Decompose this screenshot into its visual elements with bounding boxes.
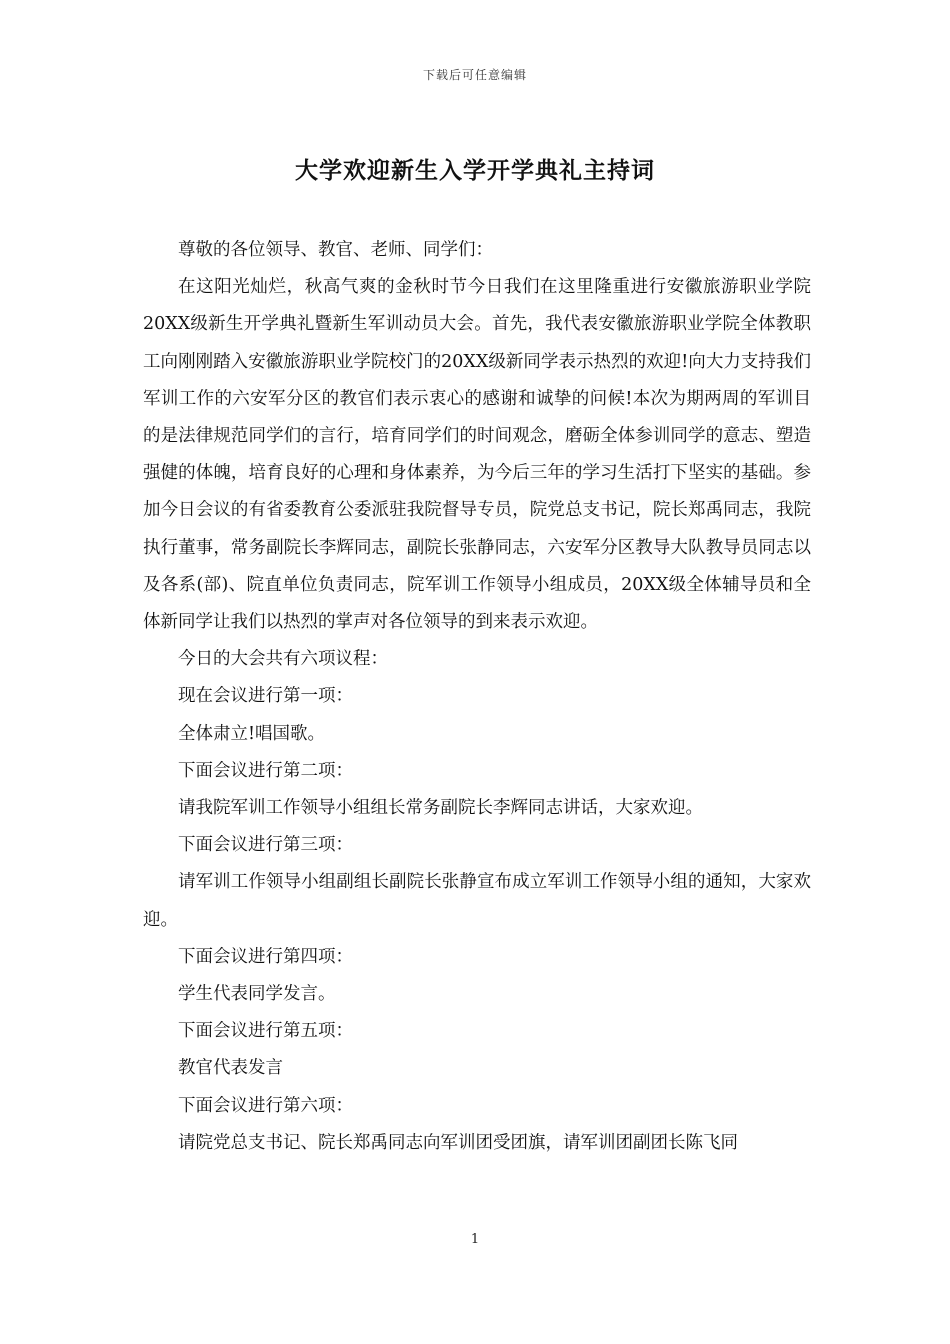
paragraph-opening: 在这阳光灿烂，秋高气爽的金秋时节今日我们在这里隆重进行安徽旅游职业学院20XX级新生开学典礼暨新生军训动员大会。首先，我代表安徽旅游职业学院全体教职工向刚刚踏入安徽旅游职业学院校门的20XX级新同学表示热烈的欢迎!向大力支持我们军训工作的六安军分区的教官们表示衷心的感谢和诚挚的问候!本次为期两周的军训目的是法律规范同学们的言行，培育同学们的时间观念，磨砺全体参训同学的意志、塑造强健的体魄，培育良好的心理和身体素养，为今后三年的学习生活打下坚实的基础。参加今日会议的有省委教育公委派驻我院督导专员，院党总支书记，院长郑禹同志，我院执行董事，常务副院长李辉同志，副院长张静同志，六安军分区教导大队教导员同志以及各系(部)、院直单位负责同志，院军训工作领导小组成员，20XX级全体辅导员和全体新同学让我们以热烈的掌声对各位领导的到来表示欢迎。 [143, 277, 811, 633]
paragraph-item-3-heading: 下面会议进行第三项： [178, 835, 353, 856]
paragraph-item-6-content: 请院党总支书记、院长郑禹同志向军训团受团旗，请军训团副团长陈飞同 [178, 1132, 738, 1153]
document-title: 大学欢迎新生入学开学典礼主持词 [295, 158, 655, 184]
paragraph-item-5-heading: 下面会议进行第五项： [178, 1021, 353, 1042]
paragraph-item-4-content: 学生代表同学发言。 [178, 984, 336, 1005]
page-number: 1 [470, 1232, 480, 1247]
paragraph-item-2-heading: 下面会议进行第二项： [178, 760, 353, 781]
paragraph-salutation: 尊敬的各位领导、教官、老师、同学们： [178, 240, 493, 260]
paragraph-item-3-content: 请军训工作领导小组副组长副院长张静宣布成立军训工作领导小组的通知，大家欢迎。 [143, 872, 811, 930]
document-body [143, 232, 811, 1162]
page-header: 下载后可任意编辑 [422, 68, 527, 82]
paragraph-item-6-heading: 下面会议进行第六项： [178, 1095, 353, 1116]
paragraph-item-4-heading: 下面会议进行第四项： [178, 946, 353, 967]
paragraph-item-2-content: 请我院军训工作领导小组组长常务副院长李辉同志讲话，大家欢迎。 [178, 798, 703, 819]
paragraph-agenda-intro: 今日的大会共有六项议程： [178, 649, 388, 670]
paragraph-item-1-content: 全体肃立!唱国歌。 [178, 723, 326, 744]
paragraph-item-5-content: 教官代表发言 [178, 1058, 283, 1079]
paragraph-item-1-heading: 现在会议进行第一项： [178, 686, 353, 707]
